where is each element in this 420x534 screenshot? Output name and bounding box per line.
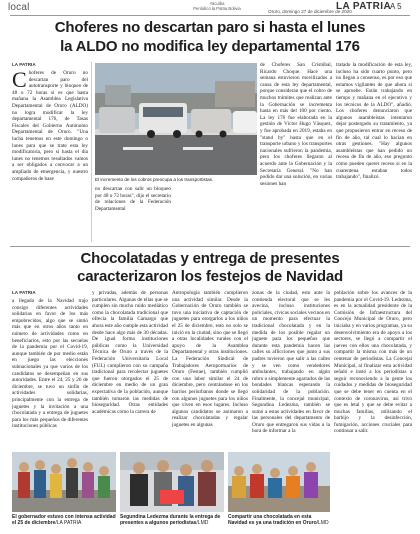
article-divider (10, 246, 410, 247)
header-middle-credit (172, 1, 262, 11)
photo-governor-event (12, 452, 116, 512)
article1-column-4: tratado la modificación de esta ley, incluso ha sido cuarto punto, pero no llegan a consenso, es por eso que estamos vigilantes de que ahora si se apruebe. Están trabajando en tiempo y mañana en el ejecutivo y los técnicos de la ALDO", añadió. Los choferes denunciaron que algunos asambleístas intentaron dejar postergado su tratamiento, ya que propusieron entrar en receso de fin de año, tal cual lo hacían en otras gestiones. "Hay algunos asambleístas que han pedido un receso de fin de año, eso pregunto cómo pueden querer receso si en la cuarentena estaban todos trabajando", finalizó. (336, 62, 412, 181)
photo-gift-delivery (120, 452, 224, 512)
caption-governor-text: El gobernador estuvo con intensa actividad el 25 de diciembre (12, 514, 116, 526)
article1-photo (95, 63, 257, 175)
article1-headline (8, 18, 412, 56)
article1-headline-line1: Choferes no descartan paro si hasta el lunes (54, 19, 366, 36)
article1-drop-cap: C (12, 70, 27, 92)
section-label: local (8, 2, 30, 13)
article1-column-3: de Choferes San Cristóbal, Ricardo Choque. Hace una semana estuvieron movilizados a causa de esta ley departamental, porque consideran que el cobro de muchos trámites que realizan ante la Gobernación se incrementa hasta en más del 100 por ciento. La ley 176 fue elaborada en la gestión de Víctor Hugo Vásquez, y fue aprobada en 2019, estaba en "stand by" hasta que en el transporte urbano y los transportes nacionales sufrieron la pandemia, pero los choferes llegaron al acuerdo ante la Gobernación y la Secretaría General. "No han podido dar una solución, en varias sesiones han (260, 62, 332, 187)
article1-column-1-text: hoferes de Oruro no descartan paro del autotransporte y bloqueo de 48 o 72 horas si es que hasta mañana la Asamblea Legislativa Departamental de Oruro (ALDO) no logra modificar la ley departamental 176, de Tasas Fiscales del Gobierno Autónomo Departamental de Oruro. "Una lucha tenemos en este domingo o lunes para que se trate esta ley modificatoria, pero si hasta el día lunes no tenemos resultados vamos a ser obligados a convocar a un ampliado de emergencia, y nuestro compañeros de base (12, 70, 88, 182)
article2-byline: LA PATRIA (12, 290, 36, 295)
article1-photo-caption: El incremento de los cobros preocupa a los transportistas. (95, 177, 214, 182)
article1-column-2: no descartan con salir un bloqueo por 48 o 72 horas", dijo el secretario de relaciones de la Federación Departamental (95, 186, 171, 212)
article2-column-1: a llegada de la Navidad trajo consigo diferentes actividades solidarias en favor de los más empobrecidos, algo que se sintió más que en otros años tanto en número de actividades como en beneficiarios, esto por las secuelas de la pandemia por el Covid-19, aunque también de por medio están en juego las elecciones subnacionales ya que varios de los candidatos se desempeñan en sus autoridades. Entre el 24, 25 y 26 de diciembre, se tuvo un sinfín de actividades solidarias, principalmente con la entrega de juguetes y la invitación a una chocolatada y a entrega de juguetes para los más pequeños de diferentes instituciones públicas (12, 298, 88, 430)
article2-headline (8, 250, 412, 286)
article2-headline-line1: Chocolatadas y entrega de presentes (80, 250, 340, 267)
article1-column-1 (12, 70, 88, 242)
page-number: A 5 (390, 2, 402, 11)
caption-governor (12, 514, 116, 526)
header-divider (10, 15, 410, 16)
article2-column-2: y privadas, además de personas particulares. Algunas de ellas que se cumplen sin mucho ruido mediático como la chocolatada tradicional que ofrecía la familia Camargo que ahora este año cumple esta actividad desde hace algo más de 30 décadas. De igual forma instituciones públicas como la Universidad Técnica de Oruro a través de la Federación Universitaria Local (FUL) cumplieron con su campaña tradicional para recolectar juguetes que fueron otorgados el 25 de diciembre en medio de un gran expectativa de la población, aunque también tomaron las medidas de bioseguridad. Otras entidades académicas como la carrera de (92, 290, 168, 415)
caption-ledezma-credit: /LMD (196, 520, 209, 526)
caption-governor-credit: /LA PATRIA (55, 520, 82, 526)
caption-chocolatada-text: Compartir una chocolatada en esta Navidad es ya una tradición en Oruro (228, 514, 317, 526)
header-middle-bottom: Periódico la Patria Bolivia (193, 6, 241, 11)
article2-headline-line2: caracterizaron los festejos de Navidad (77, 268, 343, 285)
caption-chocolatada (228, 514, 332, 526)
header-date: Oruro, domingo 27 de diciembre de 2020 (268, 9, 352, 14)
photo-hot-chocolate (228, 452, 330, 512)
column-divider (91, 62, 92, 242)
article1-headline-line2: la ALDO no modifica ley departamental 176 (60, 38, 360, 55)
caption-chocolatada-credit: /LMD (316, 520, 329, 526)
caption-ledezma (120, 514, 224, 526)
article2-column-3: Antropología también cumplieron una actividad similar. Desde la Gobernación de Oruro también se tuvo una iniciativa de captación de juguetes para otorgarlos a los niños el 25 de diciembre, esto no solo se inició en la ciudad, sino que se llegó a otras localidades rurales con el apoyo de la Asamblea Departamental y otras instituciones. La Federación Sindical de Trabajadores Aeroportuarios de Oruro (Festae), también cumplió con una labor similar el 24 de diciembre, pero centrándose en los barrios periurbanos donde se llegó con algunos juguetes para los niños que viven en esos lugares. Incluso algunos candidatos se animaron a realizar chocolatadas y regalar juguetes en algunas (172, 290, 248, 428)
caption-ledezma-text: Segundina Ledezma durante la entrega de presentes a algunos periodistas (120, 514, 221, 526)
article2-column-5: población sobre los avances de la pandemia por el Covid-19. Ledezma, es en la actualidad presidente de la Comisión de Infraestructura del Concejo Municipal de Oruro, pero iniciaba y en varios programas, ya su desenvolvimiento era de apoyo a los sectores, se llegó a compartir el jueves con ellos una chocolatada, y compartir la misma con más de un centenar de periodistas. La Concejal Municipal, al finalizar esta actividad señaló e instó a los periodistas a seguir reconociendo a la gente los cuidados y medidas de bioseguridad que se debe tener en cuenta en el contexto de coronavirus, así trivo que es letal y que se debe evitar a muchas familias, utilizando el barbijo y la desinfección, fumigación, acciones cruciales para continuar a salir. (334, 290, 412, 435)
header-middle-top: Yacuiba (209, 1, 225, 6)
article2-column-4: zonas de la ciudad, esto ante la contienda electoral que se les avecina, incluso instituciones policiales, cívicas sociales vecinos en un momento para efectuar la tradicional chocolatada y en la medida de los posible regalar un juguete para los pequeños que durante esta pandemia hacen las calles su aflicciones que junto a sus padres tuvieron que salir a las calles y se ven como vendedores ambulantes, trabajando en algún rubro o simplemente agarrados de las bondades blancas esperando la solidaridad de la población. Finalmente, la concejal municipal, Segundina Ledezma, también se sumó a estas actividades en favor de las personales del departamento de Oruro que entregaron sus vidas a la hora de informar a la (252, 290, 330, 435)
article1-byline: LA PATRIA (12, 62, 36, 67)
masthead: LA PATRIA (336, 1, 392, 12)
